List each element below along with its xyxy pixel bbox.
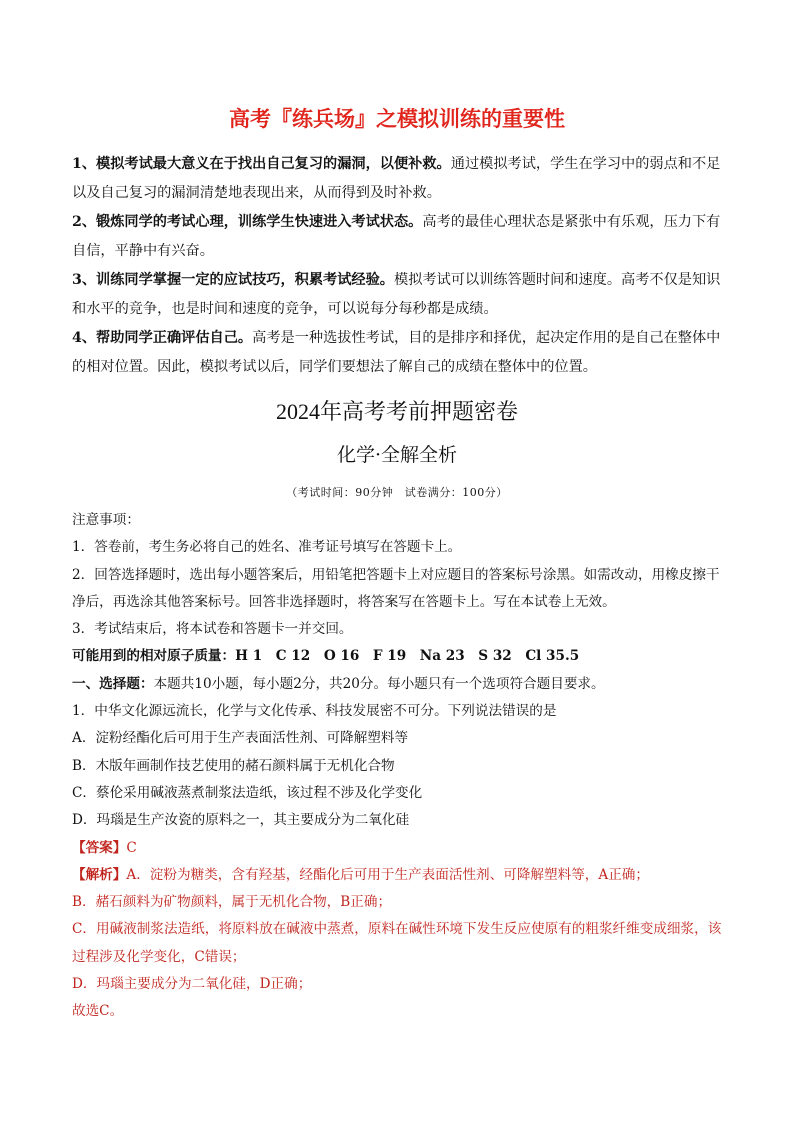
answer-line xyxy=(72,835,730,862)
section-label: 一、选择题： xyxy=(72,675,154,692)
intro-point-4-bold: 4、帮助同学正确评估自己。 xyxy=(72,330,253,346)
question-stem: 1．中华文化源远流长，化学与文化传承、科技发展密不可分。下列说法错误的是 xyxy=(72,703,557,720)
analysis-a: A．淀粉为糖类，含有羟基，经酯化后可用于生产表面活性剂、可降解塑料等，A正确； xyxy=(126,866,649,883)
analysis-conclusion: 故选C。 xyxy=(72,1003,124,1020)
exam-subject: 化学·全解全析 xyxy=(336,444,458,466)
intro-section xyxy=(72,150,730,382)
exam-title: 2024年高考考前押题密卷 xyxy=(275,399,518,424)
intro-point-2-text: 高考的最佳心理状态是紧张中有乐观，压力下有自信，平静中有兴奋。 xyxy=(72,214,721,259)
exam-info: （考试时间：90分钟 试卷满分：100分） xyxy=(286,486,508,499)
analysis-label: 【解析】 xyxy=(72,866,127,883)
notice-item-3: 3．考试结束后，将本试卷和答题卡一并交回。 xyxy=(72,621,353,638)
option-c: C．蔡伦采用碱液蒸煮制浆法造纸，该过程不涉及化学变化 xyxy=(72,784,423,801)
intro-paragraph-4 xyxy=(72,324,730,382)
intro-paragraph-3 xyxy=(72,266,730,324)
section-text: 本题共10小题，每小题2分，共20分。每小题只有一个选项符合题目要求。 xyxy=(153,675,605,692)
option-a: A．淀粉经酯化后可用于生产表面活性剂、可降解塑料等 xyxy=(72,730,409,747)
intro-point-1-text: 通过模拟考试，学生在学习中的弱点和不足以及自己复习的漏洞清楚地表现出来，从而得到及时补救。 xyxy=(72,156,721,201)
atomic-mass-line: 可能用到的相对原子质量：H 1 C 12 O 16 F 19 Na 23 S 32 Cl 35.5 xyxy=(72,648,580,665)
section-heading xyxy=(72,671,730,698)
answer-value: C xyxy=(126,839,137,856)
exam-body xyxy=(72,507,730,1026)
intro-point-3-bold: 3、训练同学掌握一定的应试技巧，积累考试经验。 xyxy=(72,272,394,288)
notice-heading: 注意事项： xyxy=(72,512,140,528)
intro-point-1-bold: 1、模拟考试最大意义在于找出自己复习的漏洞，以便补救。 xyxy=(72,156,451,172)
notice-item-2: 2．回答选择题时，选出每小题答案后，用铅笔把答题卡上对应题目的答案标号涂黑。如需改动，用橡皮擦干净后，再选涂其他答案标号。回答非选择题时，将答案写在答题卡上。写在本试卷上无效。 xyxy=(72,566,720,610)
option-b: B．木版年画制作技艺使用的赭石颜料属于无机化合物 xyxy=(72,757,395,774)
analysis-b: B．赭石颜料为矿物颜料，属于无机化合物，B正确； xyxy=(72,894,392,911)
analysis-c: C．用碱液制浆法造纸，将原料放在碱液中蒸煮，原料在碱性环境下发生反应使原有的粗浆纤维变成细浆，该过程涉及化学变化，C错误； xyxy=(72,921,722,965)
intro-point-4-text: 高考是一种选拔性考试，目的是排序和择优，起决定作用的是自己在整体中的相对位置。因此，模拟考试以后，同学们要想法了解自己的成绩在整体中的位置。 xyxy=(72,330,721,375)
intro-point-2-bold: 2、锻炼同学的考试心理，训练学生快速进入考试状态。 xyxy=(72,214,423,230)
notice-item-1: 1．答卷前，考生务必将自己的姓名、准考证号填写在答题卡上。 xyxy=(72,539,462,556)
intro-point-3-text: 模拟考试可以训练答题时间和速度。高考不仅是知识和水平的竞争，也是时间和速度的竞争，可以说每分每秒都是成绩。 xyxy=(72,272,721,317)
analysis-d: D．玛瑙主要成分为二氧化硅，D正确； xyxy=(72,976,312,993)
intro-paragraph-1 xyxy=(72,150,730,208)
option-d: D．玛瑙是生产汝瓷的原料之一，其主要成分为二氧化硅 xyxy=(72,812,410,829)
banner-title: 高考『练兵场』之模拟训练的重要性 xyxy=(229,107,565,131)
analysis-line-1 xyxy=(72,862,730,889)
answer-label: 【答案】 xyxy=(72,839,127,856)
intro-paragraph-2 xyxy=(72,208,730,266)
